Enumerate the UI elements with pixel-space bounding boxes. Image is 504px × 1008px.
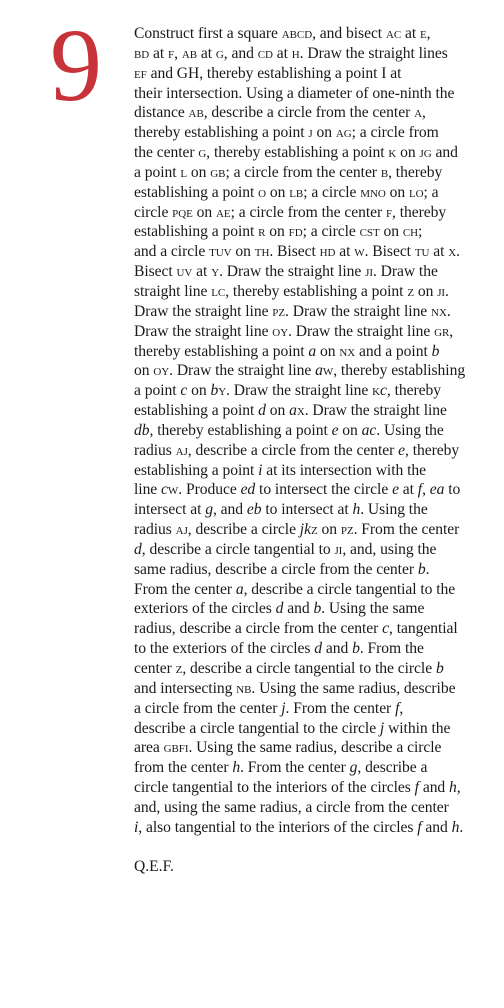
italic-label: d [314,640,323,658]
italic-label: h [352,501,361,519]
text-run: , describe a circle from the center [187,441,399,459]
point-label: gr [434,322,450,340]
italic-label: a [289,402,297,420]
text-line [134,103,488,123]
text-run: , also tangential to the interiors of the circles [138,818,418,836]
text-line [134,719,488,739]
text-run: and [322,640,353,658]
italic-label: d [258,402,266,420]
text-run: . Draw the straight line [288,322,435,340]
text-run: on [312,124,336,142]
text-run: , thereby [388,163,443,181]
text-run: and GH, thereby establishing a point I at [146,64,402,82]
point-label: z [407,282,414,300]
text-run: circle tangential to the interiors of the circles [134,779,415,797]
text-run: , [456,779,461,797]
point-label: g [198,144,207,162]
text-run: on [413,282,438,300]
text-run: from the center [134,759,233,777]
point-label: ji [365,263,373,281]
italic-label: b [435,660,444,677]
text-line [134,758,488,778]
text-run: on [187,163,211,181]
text-run: thereby establishing a point [134,124,309,142]
text-run: , describe a circle tangential to [141,540,335,558]
text-run: on [192,203,217,221]
text-run: . Draw the straight lines [299,44,448,62]
text-run: establishing a point [134,223,259,241]
text-run: and [431,144,458,162]
text-run: their intersection. Using a diameter of one-ninth the [134,84,455,102]
point-label: ef [134,64,147,82]
text-run: on [316,342,340,360]
point-label: cst [359,223,380,241]
italic-label: ea [429,481,445,499]
text-line [134,163,488,183]
point-label: h [291,44,300,62]
italic-label: f [395,699,400,717]
italic-label: b [417,560,426,578]
text-run: , thereby [405,441,460,459]
point-label: lo [408,183,424,201]
text-run: on [265,402,290,420]
text-run: same radius, describe a circle from the center [134,560,418,578]
point-label: lb [289,183,304,201]
text-run: , and bisect [312,25,386,42]
point-label: ag [335,124,352,142]
point-label: x [296,402,305,420]
text-line [134,639,488,659]
text-run: at [429,243,449,261]
point-label: r [258,223,266,241]
italic-label: e [331,421,339,439]
point-label: l [180,163,188,181]
text-run: . Using the same radius, describe a circle [188,739,442,757]
point-label: hd [319,243,336,261]
point-label: nx [431,302,447,320]
text-run: to intersect at [261,501,353,519]
point-label: nx [339,342,356,360]
italic-label: b [352,640,360,658]
text-line [134,342,488,362]
text-run: and [421,818,452,836]
point-label: pqe [172,203,193,221]
text-run: on [396,144,420,162]
text-run: straight line [134,282,212,300]
text-line [134,599,488,619]
text-run: , and [212,501,247,519]
point-label: j [308,124,313,142]
point-label: ch [402,223,419,241]
text-run: at [192,263,212,281]
text-line [134,778,488,798]
italic-label: h [232,759,241,777]
text-run: , thereby establishing a point [149,421,332,439]
text-run: on [317,521,341,539]
text-line [134,44,488,64]
text-run: area [134,739,164,757]
text-line [134,143,488,163]
text-line [134,659,488,679]
text-run: Bisect [134,263,177,281]
point-label: a [414,104,422,122]
point-label: pz [340,521,354,539]
text-run: Construct first a square [134,25,282,42]
italic-label: i [134,818,139,836]
point-label: fd [288,223,303,241]
text-run: . [425,560,430,578]
text-run: , tangential [389,620,458,638]
text-run: , [399,699,404,717]
text-run: , and [223,44,258,62]
italic-label: c [382,620,390,638]
text-run: . Draw the straight line [169,362,316,380]
text-run: and, using the same radius, a circle from the center [134,798,449,816]
text-run: at [398,481,418,499]
text-line [134,401,488,421]
text-run: exteriors of the circles [134,600,276,618]
italic-label: i [258,461,263,479]
text-run: center [134,660,176,677]
text-run: radius [134,521,176,539]
italic-label: j [379,719,385,737]
text-line [134,540,488,560]
text-run: ; a circle from the center [230,203,386,221]
text-run: and [418,779,450,797]
text-line [134,679,488,699]
text-run: on [379,223,403,241]
text-run: on [266,183,290,201]
text-line [134,183,488,203]
text-run: . Using the same radius, describe [251,679,456,697]
text-run: on [385,183,409,201]
text-run: . Bisect [269,243,320,261]
text-run: . Using the same [321,600,425,618]
point-label: ac [385,25,402,42]
italic-label: h [449,779,457,797]
text-line [134,302,488,322]
text-run: , [421,104,426,122]
text-run: within the [384,719,451,737]
text-run: . Using the [360,501,428,519]
text-line [134,64,488,84]
text-run: , [426,25,431,42]
italic-label: b [313,600,322,618]
text-line [134,480,488,500]
text-run: , describe a circle tangential to the [243,580,456,598]
text-run: . Bisect [364,243,415,261]
text-run: . From the center [353,521,460,539]
point-label: f [168,44,175,62]
italic-label: f [414,779,419,797]
point-label: ji [334,540,343,558]
point-label: uv [176,263,193,281]
text-run: and a circle [134,243,210,261]
text-run: establishing a point [134,183,259,201]
point-label: x [448,243,457,261]
italic-label: g [205,501,213,519]
italic-label: h [451,818,460,836]
point-label: w [167,481,179,499]
chapter-number: 9 [50,8,102,123]
text-run: , describe a circle [187,521,300,539]
point-label: gb [210,163,226,181]
point-label: ab [181,44,198,62]
text-run: thereby establishing a point [134,342,309,360]
text-run: , and, using the [342,540,437,558]
point-label: aj [175,441,188,459]
point-label: e [420,25,427,42]
text-run: at its intersection with the [262,461,426,479]
text-run: circle [134,203,173,221]
text-run: ; a circle from the center [225,163,381,181]
text-run: . [445,282,449,300]
text-run: the center [134,144,199,162]
point-label: f [385,203,393,221]
italic-label: a [308,342,317,360]
point-label: k [388,144,397,162]
italic-label: eb [246,501,262,519]
text-run: establishing a point [134,461,259,479]
point-label: y [218,382,227,400]
point-label: y [211,263,220,281]
italic-label: g [349,759,358,777]
text-run: at [272,44,292,62]
text-line [134,738,488,758]
point-label: w [322,362,334,380]
text-run: . [459,818,464,836]
text-run: ; a [423,183,439,201]
text-line [134,580,488,600]
text-run: , thereby establishing a point [206,144,389,162]
text-line [134,560,488,580]
text-run: to the exteriors of the circles [134,640,315,658]
italic-label: e [398,441,406,459]
point-label: gbfi [163,739,189,757]
text-run: . Draw the straight line [285,302,432,320]
text-run: to intersect the circle [255,481,393,499]
italic-label: d [275,600,284,618]
text-run: on [265,223,289,241]
text-run: . [446,302,451,320]
text-run: ; a circle [303,183,361,201]
text-run: , describe a circle from the center [203,104,415,122]
text-run: on [231,243,255,261]
point-label: k [372,382,381,400]
text-run: . From the [359,640,424,658]
text-run: a point [134,382,181,400]
text-run: radius [134,441,176,459]
italic-label: c [380,382,387,400]
text-run: on [134,362,154,380]
text-run: and intersecting [134,679,237,697]
point-label: nb [236,679,252,697]
text-run: at [335,243,355,261]
construction-paragraph [134,24,488,838]
text-run: , thereby [392,203,447,221]
text-line [134,282,488,302]
text-run: . [456,243,461,261]
text-run: , thereby [386,382,441,400]
text-run: , thereby establishing [333,362,466,380]
text-line [134,242,488,262]
text-run: at [401,25,420,42]
text-run: to [444,481,461,499]
italic-label: c [180,382,188,400]
point-label: g [215,44,224,62]
text-run: . From the center [285,699,396,717]
italic-label: b [210,382,219,400]
text-line [134,500,488,520]
point-label: z [310,521,318,539]
text-run: ; a circle [302,223,360,241]
text-run: on [338,421,362,439]
text-run: . From the center [240,759,350,777]
italic-label: b [431,342,440,360]
text-line [134,441,488,461]
text-run: . Draw the [372,263,438,281]
italic-label: d [134,540,142,558]
italic-label: db [134,421,150,439]
text-run: distance [134,104,189,122]
text-run: From the center [134,580,236,598]
text-line [134,24,488,44]
text-run: Draw the straight line [134,322,273,340]
text-run: . Produce [178,481,241,499]
text-line [134,421,488,441]
point-label: ae [216,203,231,221]
text-run: describe a circle tangential to the circle [134,719,380,737]
text-run: , [449,322,454,340]
text-line [134,520,488,540]
text-run: at [149,44,169,62]
text-line [134,818,488,838]
point-label: b [380,163,389,181]
text-run: and a point [355,342,432,360]
point-label: bd [134,44,150,62]
italic-label: f [417,481,423,499]
italic-label: c [161,481,168,499]
italic-label: j [281,699,286,717]
point-label: o [258,183,267,201]
text-run: , [174,44,182,62]
point-label: th [254,243,270,261]
point-label: abcd [281,25,313,42]
text-line [134,461,488,481]
text-run: a circle from the center [134,699,282,717]
text-line [134,123,488,143]
text-run: a point [134,163,181,181]
text-line [134,203,488,223]
italic-label: ac [361,421,377,439]
point-label: ji [437,282,446,300]
point-label: lc [211,282,226,300]
point-label: z [175,660,183,677]
italic-label: a [315,362,323,380]
text-run: . Draw the straight line [304,402,447,420]
text-run: , thereby establishing a point [225,282,408,300]
text-line [134,322,488,342]
point-label: oy [153,362,170,380]
text-line [134,619,488,639]
text-run: on [187,382,211,400]
text-run: Draw the straight line [134,302,273,320]
italic-label: ed [240,481,256,499]
text-run: . Draw the straight line [226,382,373,400]
point-label: oy [272,322,289,340]
text-run: intersect at [134,501,206,519]
text-line [134,381,488,401]
text-line [134,798,488,818]
point-label: cd [257,44,273,62]
point-label: mno [360,183,386,201]
point-label: tu [414,243,430,261]
italic-label: jk [299,521,311,539]
point-label: jg [419,144,432,162]
italic-label: f [417,818,422,836]
italic-label: e [392,481,399,499]
point-label: aj [175,521,188,539]
text-run: , [422,481,430,499]
text-run: line [134,481,162,499]
text-run: , describe a [357,759,428,777]
point-label: tuv [209,243,232,261]
point-label: w [354,243,365,261]
closing-qef: Q.E.F. [134,858,174,875]
text-line [134,222,488,242]
text-run: . Using the [376,421,444,439]
text-line [134,84,488,104]
italic-label: a [235,580,244,598]
text-run: and [283,600,314,618]
text-line [134,361,488,381]
text-run: ; [418,223,423,241]
point-label: ab [188,104,204,122]
text-run: ; a circle from [351,124,439,142]
text-run: establishing a point [134,402,259,420]
point-label: pz [272,302,286,320]
text-run: , describe a circle tangential to the circle [182,660,436,677]
text-run: at [197,44,216,62]
text-line [134,699,488,719]
text-run: radius, describe a circle from the center [134,620,383,638]
text-line [134,262,488,282]
text-run: . Draw the straight line [219,263,366,281]
